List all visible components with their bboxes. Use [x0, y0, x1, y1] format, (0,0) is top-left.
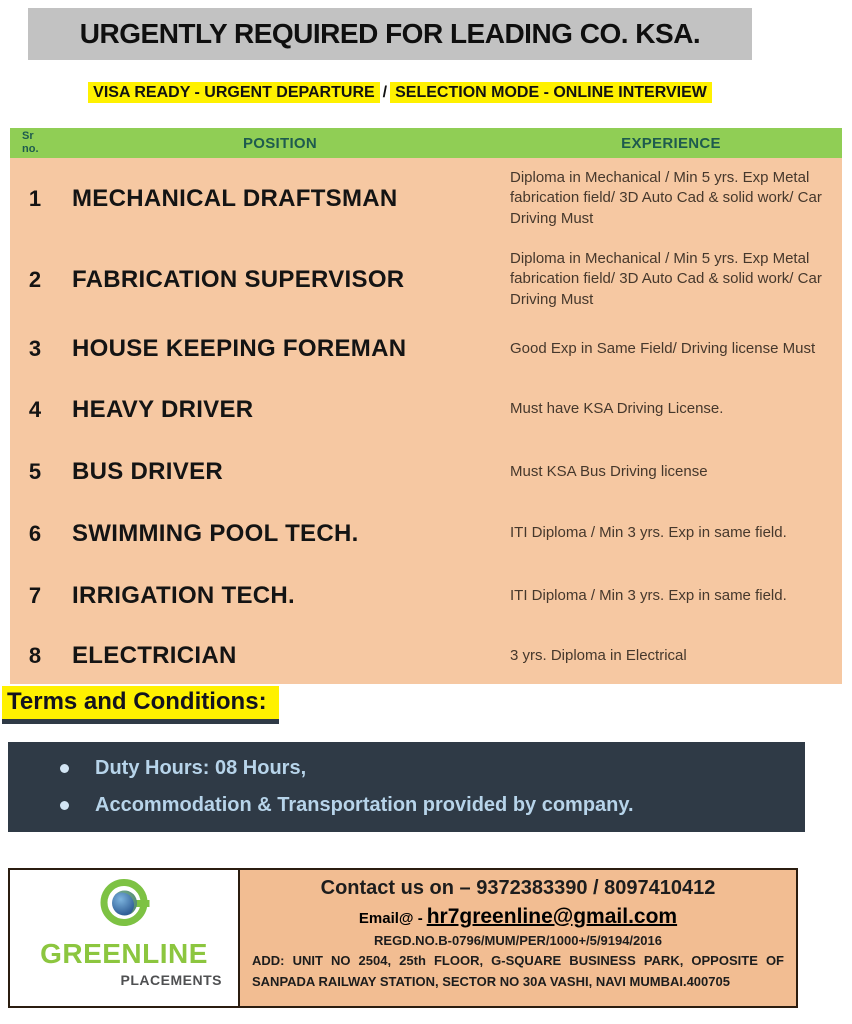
table-row [10, 320, 842, 378]
terms-heading-label: Terms and Conditions: [2, 686, 279, 724]
table-row [10, 628, 842, 684]
email-label: Email@ - [358, 910, 423, 927]
position-title: HOUSE KEEPING FOREMAN [72, 335, 407, 362]
row-number: 2 [28, 266, 42, 292]
logo-g-bar [135, 900, 150, 907]
row-number: 4 [28, 396, 42, 422]
row-number: 1 [28, 185, 42, 211]
table-row [10, 378, 842, 441]
experience-text: Must KSA Bus Driving license [510, 462, 708, 480]
column-header-sr-no [10, 128, 60, 158]
table-row [10, 503, 842, 564]
experience-text: 3 yrs. Diploma in Electrical [510, 646, 687, 664]
subtitle-visa-ready: VISA READY - URGENT DEPARTURE [88, 82, 380, 103]
subtitle-selection-mode: SELECTION MODE - ONLINE INTERVIEW [390, 82, 712, 103]
greenline-globe-icon [101, 879, 148, 926]
globe-icon [112, 890, 137, 915]
email-line [252, 905, 784, 929]
experience-text: Good Exp in Same Field/ Driving license Must [510, 339, 816, 357]
agency-name: GREENLINE [40, 938, 208, 969]
row-number: 5 [28, 459, 42, 484]
agency-address: ADD: UNIT NO 2504, 25th FLOOR, G-SQUARE BUSINESS PARK, OPPOSITE OF SANPADA RAILWAY STATION, SECTOR NO 30A VASHI, NAVI MUMBAI.400705 [252, 953, 784, 989]
bullet-icon [60, 801, 69, 810]
row-number: 3 [28, 336, 42, 361]
contact-phone-numbers: Contact us on – 9372383390 / 8097410412 [320, 877, 716, 899]
column-header-experience: EXPERIENCE [621, 134, 721, 152]
position-title: HEAVY DRIVER [72, 395, 254, 423]
terms-box [8, 742, 805, 832]
position-title: FABRICATION SUPERVISOR [72, 265, 405, 293]
table-header-row [10, 128, 842, 158]
position-title: ELECTRICIAN [72, 642, 237, 669]
table-row [10, 239, 842, 320]
experience-text: Must have KSA Driving License. [510, 400, 724, 418]
subtitle-separator: / [382, 84, 388, 101]
position-title: SWIMMING POOL TECH. [72, 519, 359, 547]
row-number: 8 [28, 643, 42, 668]
bullet-icon [60, 764, 69, 773]
table-body [10, 158, 842, 684]
agency-logo-box [10, 870, 240, 1006]
experience-text: Diploma in Mechanical / Min 5 yrs. Exp Metal fabrication field/ 3D Auto Cad & solid work/ Car Driving Must [510, 169, 822, 227]
sr-label-line1: Sr [22, 130, 34, 143]
row-number: 6 [28, 520, 42, 546]
registration-number: REGD.NO.B-0796/MUM/PER/1000+/5/9194/2016 [374, 933, 662, 948]
position-title: BUS DRIVER [72, 458, 224, 485]
email-link[interactable]: hr7greenline@gmail.com [426, 905, 678, 928]
contact-details [240, 870, 796, 1006]
row-number: 7 [28, 583, 42, 608]
table-row [10, 441, 842, 503]
subtitle [0, 84, 800, 102]
experience-text: ITI Diploma / Min 3 yrs. Exp in same field. [510, 586, 787, 604]
column-header-position: POSITION [242, 134, 318, 152]
table-row [10, 564, 842, 628]
footer-contact-card [8, 868, 798, 1008]
experience-text: ITI Diploma / Min 3 yrs. Exp in same field. [510, 524, 787, 542]
terms-item-accommodation [60, 794, 805, 817]
sr-label-line2: no. [22, 143, 39, 155]
terms-item-label: Duty Hours: 08 Hours, [95, 757, 307, 779]
position-title: MECHANICAL DRAFTSMAN [72, 184, 398, 212]
terms-item-duty-hours [60, 757, 805, 780]
page-title: URGENTLY REQUIRED FOR LEADING CO. KSA. [28, 8, 752, 60]
jobs-table [10, 128, 842, 684]
terms-heading [2, 686, 279, 724]
terms-item-label: Accommodation & Transportation provided by company. [95, 794, 634, 816]
agency-tagline: PLACEMENTS [120, 972, 222, 988]
table-row [10, 158, 842, 239]
experience-text: Diploma in Mechanical / Min 5 yrs. Exp Metal fabrication field/ 3D Auto Cad & solid work/ Car Driving Must [510, 250, 822, 308]
position-title: IRRIGATION TECH. [72, 582, 296, 609]
